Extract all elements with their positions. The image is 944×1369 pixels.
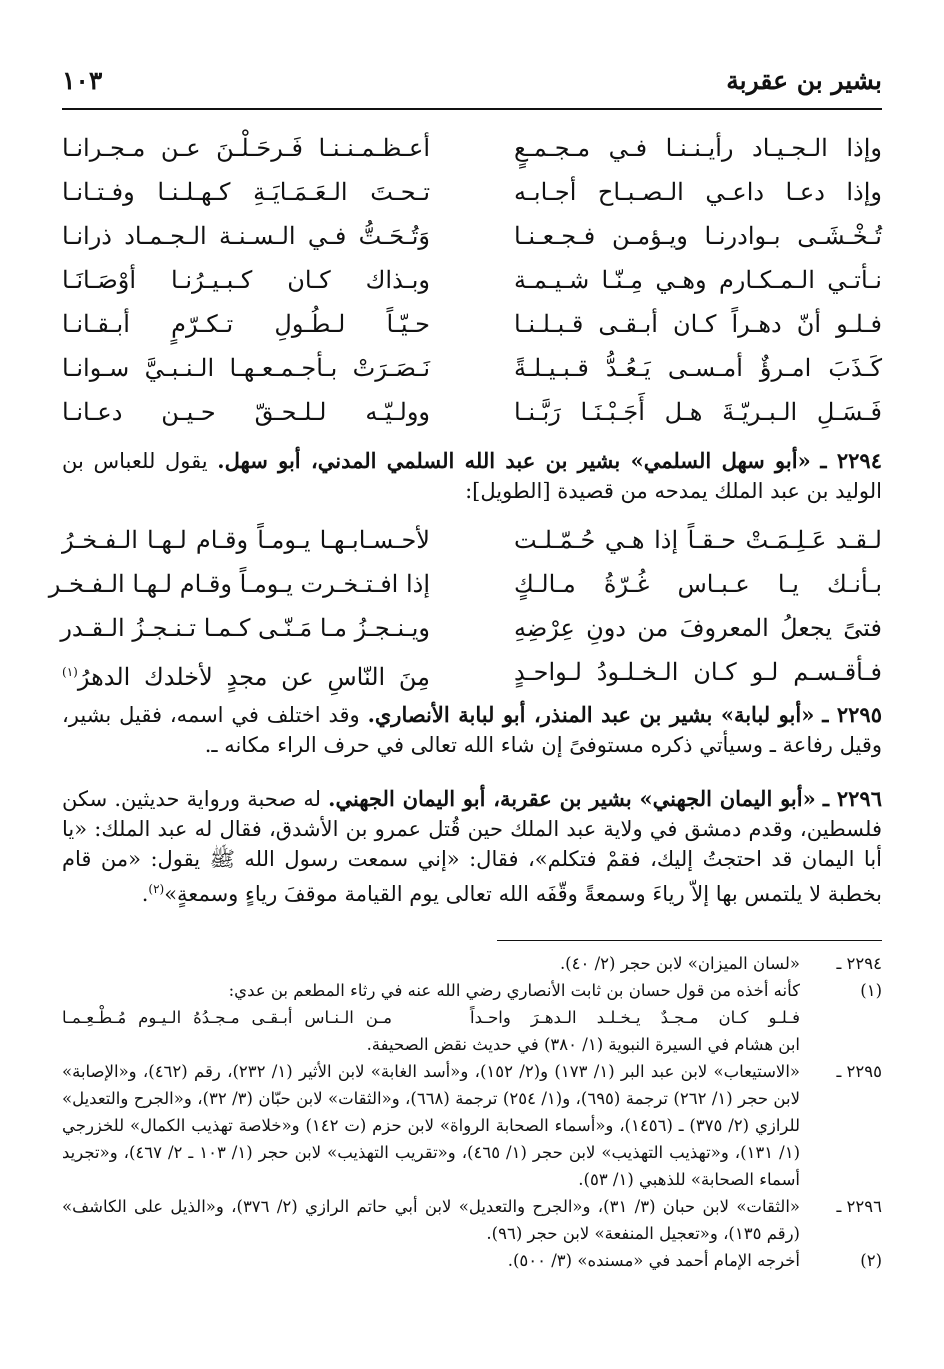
entry-text: له صحبة ورواية حديثين. سكن فلسطين، وقدم دمشق في ولاية عبد الملك حين قُتل عمرو بن الأشدق، فقال له عبد الملك: «يا أبا اليمان قد احتجتُ إليك، فقمْ فتكلم»، فقال: «إني سمعت رسول الله ﷺ يقول: «من قام بخطبة لا يلتمس بها إلاّ رياءَ وسمعةً وقّفَه الله تعالى يوم القيامة موقفَ رياءٍ وسمعةٍ» bbox=[62, 787, 882, 906]
verse-first-half: كَـذَبَ امـرؤٌ أمـسـى يَـعُـدُّ قـبـيـلـةً bbox=[514, 354, 882, 382]
footnote-2294 bbox=[62, 950, 882, 977]
verse bbox=[62, 172, 882, 216]
verse bbox=[62, 128, 882, 172]
verse-second-half: حـيّـاً لـطُـولِ تـكـرّمٍ أبـقـانـا bbox=[62, 310, 430, 338]
verse-first-half: فَـسَـلِ الـبـريّـةَ هـل أَجَـبْـنَـا رَبَّـنـا bbox=[514, 398, 882, 426]
footnote-key: (٢) bbox=[860, 1251, 882, 1270]
verse-first-half: فـلـو كـان مـجـدٌ يـخـلـد الـدهـرَ واحـداً bbox=[470, 1008, 800, 1027]
footnote-key: ٢٢٩٦ ـ bbox=[836, 1197, 882, 1216]
verse bbox=[62, 348, 882, 392]
verse-second-half: مـن الـنـاس أبـقـى مـجـدُهُ الـيـوم مُـطْـعِـمـا bbox=[62, 1008, 392, 1027]
footnote-text: كأنه أخذه من قول حسان بن ثابت الأنصاري رضي الله عنه في رثاء المطعم بن عدي: bbox=[228, 981, 800, 1000]
entry-heading: «أبو سهل السلمي» بشير بن عبد الله السلمي المدني، أبو سهل. bbox=[217, 448, 811, 473]
entry-end: . bbox=[141, 882, 149, 906]
footnote-2 bbox=[62, 1247, 882, 1274]
page-number: ١٠٣ bbox=[62, 66, 103, 95]
footnote-key: ٢٢٩٤ ـ bbox=[836, 954, 882, 973]
footnote-text: ابن هشام في السيرة النبوية (١/ ٣٨٠) في حديث نقض الصحيفة. bbox=[366, 1035, 800, 1054]
entry-heading: «أبو اليمان الجهني» بشير بن عقربة، أبو اليمان الجهني. bbox=[328, 786, 816, 811]
entry-number: ٢٢٩٦ ـ bbox=[822, 786, 882, 811]
verse bbox=[62, 216, 882, 260]
entry-2296 bbox=[62, 784, 882, 909]
verse-second-half: أعـظـمـنـنـا فَـرحَـلْـنَ عـن مـجـرانـا bbox=[62, 134, 430, 162]
verse bbox=[62, 652, 882, 696]
verse-second-half: وَتُـحَـتُّ فـي الـسـنـة الـجـمـاد ذرانـا bbox=[62, 222, 430, 250]
verse-first-half: تُـخْـشَـى بـوادرنـا ويـؤمـن فـجـعـنـا bbox=[514, 222, 882, 250]
footnote-text: «لسان الميزان» لابن حجر (٢/ ٤٠). bbox=[559, 954, 800, 973]
footnote-text: «الاستيعاب» لابن عبد البر (١/ ١٧٣) و(٢/ ١٥٢)، و«أسد الغابة» لابن الأثير (١/ ٢٣٢)، رقم (٤٦٢)، و«الإصابة» لابن حجر (١/ ٢٦٢) ترجمة (٦٩٥)، و(١/ ٢٥٤) ترجمة (٦٦٨)، و«الثقات» لابن حبّان (٣/ ٣٢)، و«الجرح والتعديل» للرازي (٢/ ٣٧٥) ـ (١٤٥٦)، و«أسماء الصحابة الرواة» لابن حزم (ت ١٤٢) و«خلاصة تهذيب الكمال» للخزرجي (١/ ١٣١)، و«تهذيب التهذيب» لابن حجر (١/ ٤٦٥)، و«تقريب التهذيب» لابن حجر (١/ ١٠٣ ـ ٢/ ٤٦٧)، و«تجريد أسماء الصحابة» للذهبي (١/ ٥٣). bbox=[62, 1062, 801, 1189]
verse-second-half bbox=[62, 652, 430, 697]
header-rule bbox=[62, 108, 882, 110]
footnote-text: «الثقات» لابن حبان (٣/ ٣١)، و«الجرح والتعديل» لابن أبي حاتم الرازي (٢/ ٣٧٦)، و«الذيل على الكاشف» (رقم ١٣٥)، و«تعجيل المنفعة» لابن حجر (٩٦). bbox=[62, 1197, 801, 1243]
verse-second-half: لأحـسـابـهـا يـومـاً وقـام لـهـا الـفـخـرُ bbox=[62, 526, 430, 554]
footnote-2296 bbox=[62, 1193, 882, 1247]
verse-first-half: فتىً يجعلُ المعروفَ من دونِ عِرْضِهِ bbox=[514, 614, 882, 642]
verse bbox=[62, 520, 882, 564]
footnote-2295 bbox=[62, 1058, 882, 1193]
verse bbox=[62, 608, 882, 652]
verse bbox=[62, 392, 882, 436]
verse-first-half: وإذا الـجـيـاد رأيـنـنـا فـي مـجـمـعٍ bbox=[514, 134, 882, 162]
footnote-verse bbox=[62, 1004, 800, 1031]
footnote-ref-1[interactable]: (١) bbox=[62, 665, 78, 679]
footnote-key: (١) bbox=[860, 981, 882, 1000]
verse-second-half: وبـذاك كـان كـبـيـرُنـا أوْصَـانَـا bbox=[62, 266, 430, 294]
entry-text: وقد اختلف في اسمه، فقيل بشير، وقيل رفاعة ـ وسيأتي ذكره مستوفىً إن شاء الله تعالى في حرف الراء مكانه ـ. bbox=[62, 703, 882, 757]
entry-2294 bbox=[62, 446, 882, 506]
verse-second-half: ويـنـجـزُ مـا مَـنّـى كـمـا تـنـجـزُ الـقـدر bbox=[60, 614, 430, 642]
entry-heading: «أبو لبابة» بشير بن عبد المنذر، أبو لبابة الأنصاري. bbox=[367, 702, 815, 727]
running-header bbox=[62, 62, 882, 102]
verse-first-half: فـأقـسـم لـو كـان الـخـلـودُ لـواحـدٍ bbox=[514, 658, 882, 686]
verse-text: مِنَ النّاسِ عن مجدٍ لأخلدك الدهرُ bbox=[77, 663, 430, 691]
verse bbox=[62, 260, 882, 304]
entry-text: يقول للعباس بن الوليد بن عبد الملك يمدحه من قصيدة [الطويل]: bbox=[62, 449, 882, 503]
verse-second-half: تـحـتَ الـعَـمَـايَـةِ كـهـلـنـا وفـتـانـا bbox=[62, 178, 430, 206]
footnote-ref-2[interactable]: (٢) bbox=[148, 882, 165, 896]
verse bbox=[62, 304, 882, 348]
verse-first-half: وإذا دعـا داعـي الـصـبـاح أجـابـه bbox=[514, 178, 882, 206]
footnote-text: أخرجه الإمام أحمد في «مسنده» (٣/ ٥٠٠). bbox=[507, 1251, 800, 1270]
footnote-rule bbox=[497, 940, 882, 941]
verse-second-half: إذا افـتـخـرت يـومـاً وقـام لـهـا الـفـخـر bbox=[48, 570, 430, 598]
verse-first-half: لـقـد عَـلِـمَـتْ حـقـاً إذا هـي حُـمّـلـت bbox=[514, 526, 882, 554]
footnote-1 bbox=[62, 977, 882, 1058]
verse-first-half: بـأنـك يـا عـبـاس غُـرّةُ مـالـكٍ bbox=[514, 570, 882, 598]
verse bbox=[48, 564, 882, 608]
footnotes bbox=[62, 950, 882, 1274]
entry-2295 bbox=[62, 700, 882, 760]
footnote-key: ٢٢٩٥ ـ bbox=[836, 1062, 882, 1081]
verse-first-half: فـلـو أنّ دهـراً كـان أبـقـى قـبـلـنـا bbox=[514, 310, 882, 338]
verse-first-half: نـأتـي الـمـكـارم وهـي مِـنّـا شـيـمـة bbox=[514, 266, 882, 294]
poem-one bbox=[62, 128, 882, 436]
header-title: بشير بن عقربة bbox=[726, 66, 882, 95]
entry-number: ٢٢٩٥ ـ bbox=[822, 702, 882, 727]
poem-two bbox=[48, 520, 882, 696]
verse-second-half: وولـيّـه لـلـحـقّ حـيـن دعـانـا bbox=[62, 398, 430, 426]
entry-number: ٢٢٩٤ ـ bbox=[820, 448, 882, 473]
verse-second-half: نَـصَـرَتْ بـأجـمـعـهـا الـنـبـيَّ سـوانـا bbox=[62, 354, 430, 382]
